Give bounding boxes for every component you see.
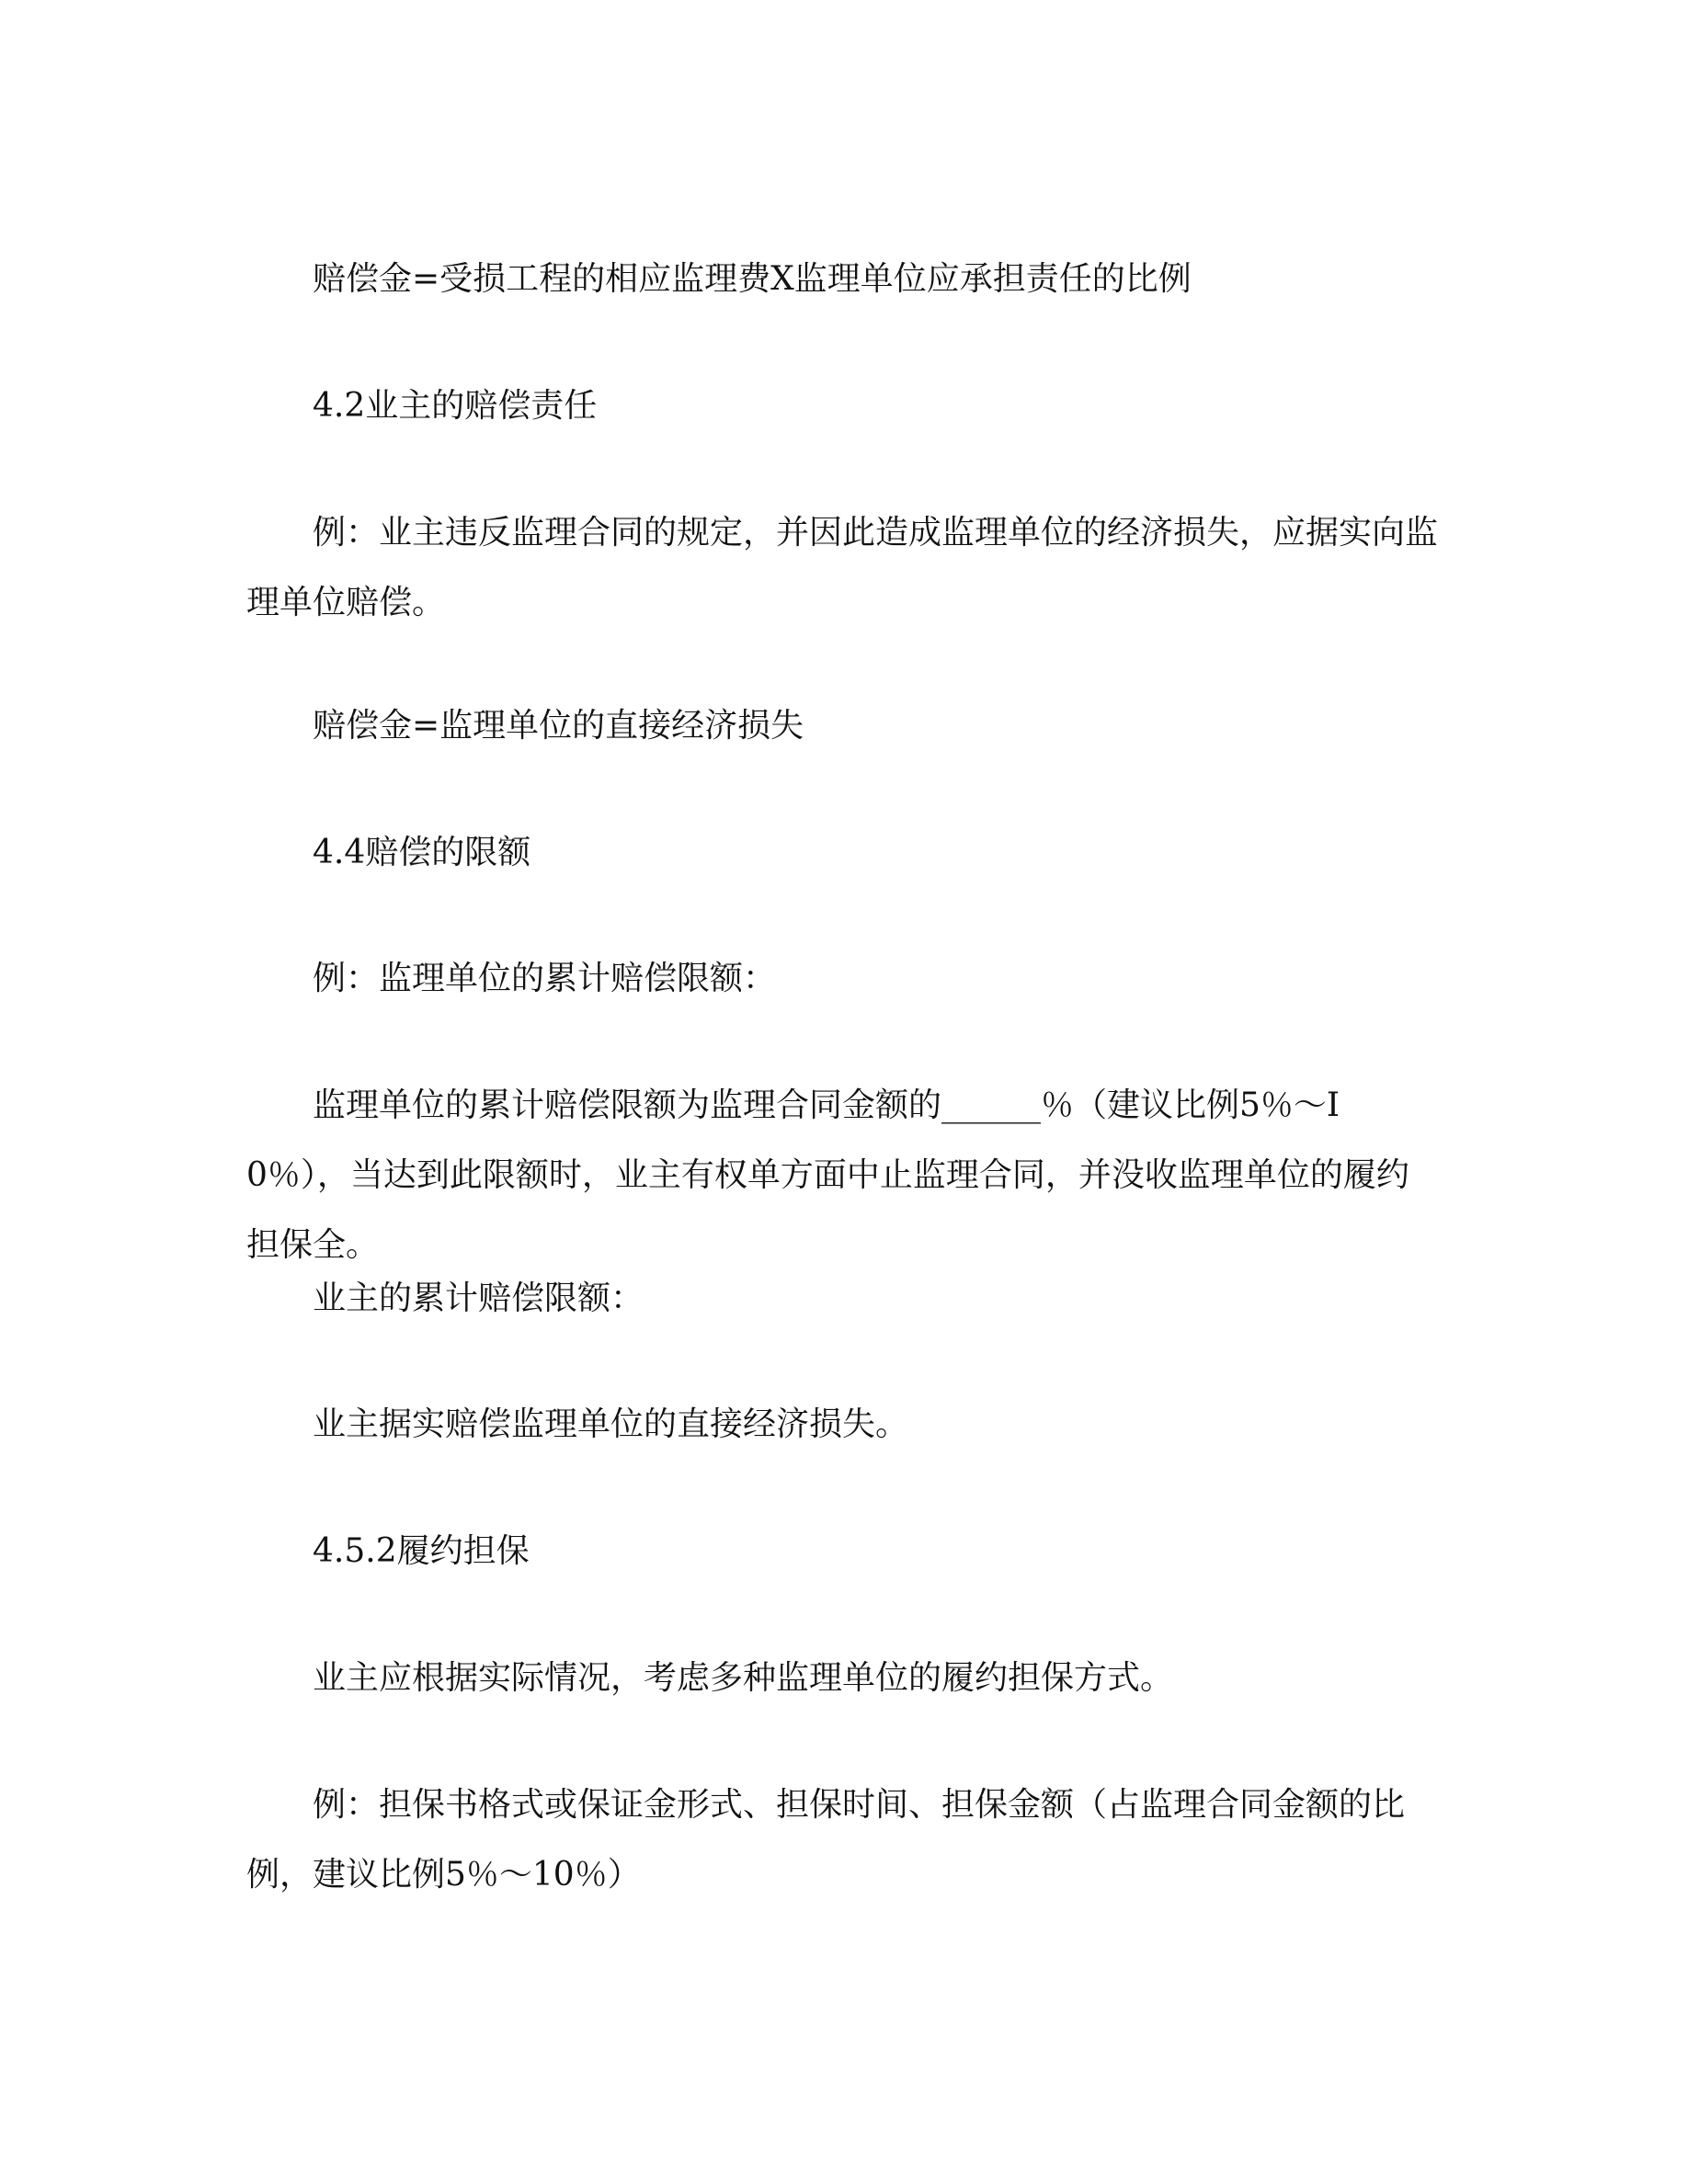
paragraph-supervisor-limit-example: 例：监理单位的累计赔偿限额：: [313, 960, 777, 997]
paragraph-owner-limit-detail: 业主据实赔偿监理单位的直接经济损失。: [313, 1405, 909, 1443]
paragraph-owner-breach-example: 例：业主违反监理合同的规定，并因此造成监理单位的经济损失，应据实向监理单位赔偿。: [246, 514, 1439, 621]
heading-owner-compensation-liability: 4.2业主的赔偿责任: [313, 387, 598, 425]
paragraph-owner-limit: 业主的累计赔偿限额：: [313, 1280, 644, 1317]
paragraph-guarantee-example: 例：担保书格式或保证金形式、担保时间、担保金额（占监理合同金额的比例，建议比例5％～10％）: [246, 1786, 1406, 1894]
paragraph-guarantee-methods: 业主应根据实际情况，考虑多种监理单位的履约担保方式。: [313, 1659, 1174, 1697]
heading-compensation-limit: 4.4赔偿的限额: [313, 834, 531, 871]
paragraph-supervisor-limit-detail: 监理单位的累计赔偿限额为监理合同金额的______％（建议比例5％～I0％），当达到此限额时，业主有权单方面中止监理合同，并没收监理单位的履约担保全。: [246, 1086, 1409, 1264]
heading-performance-guarantee: 4.5.2履约担保: [313, 1532, 530, 1570]
paragraph-compensation-formula-1: 赔偿金=受损工程的相应监理费X监理单位应承担责任的比例: [313, 260, 1192, 298]
paragraph-compensation-formula-2: 赔偿金=监理单位的直接经济损失: [313, 707, 804, 745]
